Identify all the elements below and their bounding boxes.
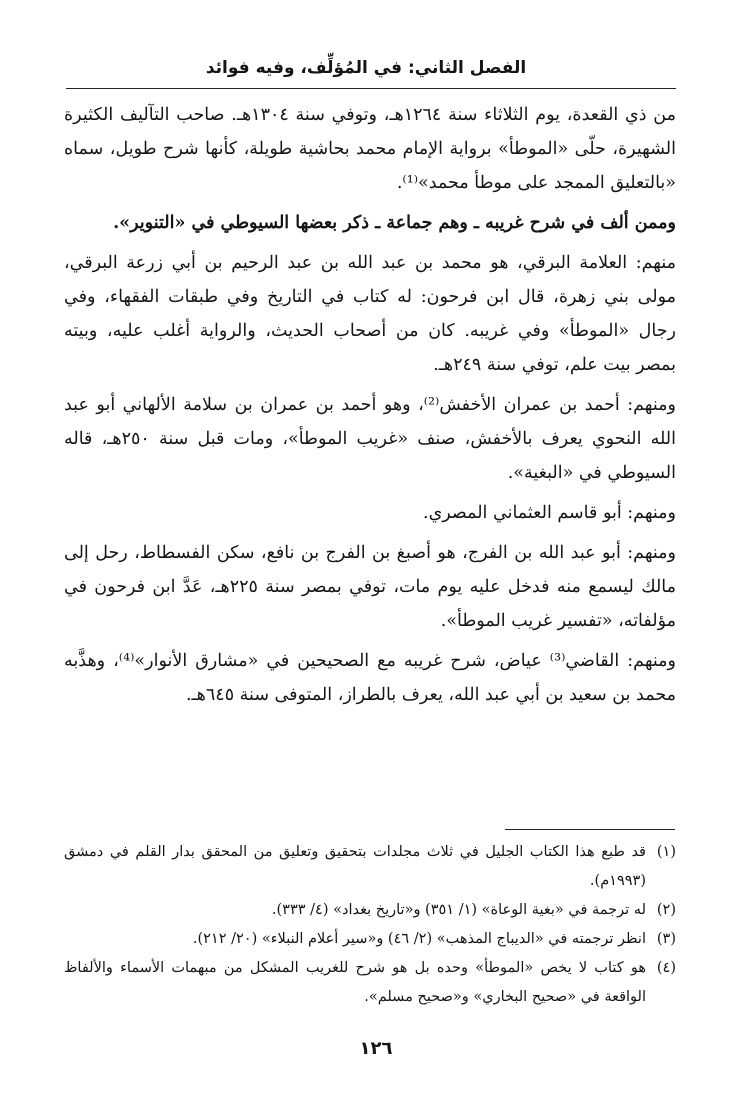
header-divider bbox=[66, 88, 676, 89]
paragraph: منهم: العلامة البرقي، هو محمد بن عبد الله بن عبد الرحيم بن أبي زرعة البرقي، مولى بني زهرة، قال ابن فرحون: له كتاب في التاريخ وفي طبقات الفقهاء، وفي رجال «الموطأ» وفي غريبه. كان من أصحاب الحديث، والرواية أغلب عليه، وبيته بمصر بيت علم، توفي سنة ٢٤٩هـ. bbox=[64, 253, 676, 375]
paragraph: من ذي القعدة، يوم الثلاثاء سنة ١٢٦٤هـ، وتوفي سنة ١٣٠٤هـ. صاحب التآليف الكثيرة الشهيرة، حلّى «الموطأ» برواية الإمام محمد بحاشية طويلة، كأنها شرح طويل، سماه «بالتعليق الممجد على موطأ محمد»⁽¹⁾. bbox=[64, 105, 676, 193]
page-number: ١٢٦ bbox=[359, 1038, 393, 1059]
footnote-divider bbox=[505, 829, 675, 830]
section-heading-paragraph: وممن ألف في شرح غريبه ـ وهم جماعة ـ ذكر بعضها السيوطي في «التنوير». bbox=[113, 213, 676, 233]
footnote bbox=[64, 925, 676, 954]
footnote-number: (٣) bbox=[656, 931, 676, 947]
footnote-text: انظر ترجمته في «الديباج المذهب» (٢/ ٤٦) و«سير أعلام النبلاء» (٢٠/ ٢١٢). bbox=[192, 931, 646, 947]
footnote-number: (٢) bbox=[656, 902, 676, 918]
footnotes bbox=[64, 838, 676, 1012]
footnote-number: (٤) bbox=[656, 960, 676, 976]
footnote-text: قد طبع هذا الكتاب الجليل في ثلاث مجلدات بتحقيق وتعليق من المحقق بدار القلم في دمشق (١٩٩٣م). bbox=[64, 844, 646, 889]
paragraph: ومنهم: أبو قاسم العثماني المصري. bbox=[423, 503, 676, 523]
footnote bbox=[64, 896, 676, 925]
footnote bbox=[64, 954, 676, 1012]
footnote-text: له ترجمة في «بغية الوعاة» (١/ ٣٥١) و«تاريخ بغداد» (٤/ ٣٣٣). bbox=[271, 902, 646, 918]
paragraph: ومنهم: أبو عبد الله بن الفرج، هو أصبغ بن الفرج بن نافع، سكن الفسطاط، رحل إلى مالك ليسمع منه فدخل عليه يوم مات، توفي بمصر سنة ٢٢٥هـ، عَدَّ ابن فرحون في مؤلفاته، «تفسير غريب الموطأ». bbox=[64, 543, 676, 631]
footnote bbox=[64, 838, 676, 896]
paragraph: ومنهم: أحمد بن عمران الأخفش⁽²⁾، وهو أحمد بن عمران بن سلامة الألهاني أبو عبد الله النحوي يعرف بالأخفش، صنف «غريب الموطأ»، ومات قبل سنة ٢٥٠هـ، قاله السيوطي في «البغية». bbox=[64, 395, 676, 483]
footnote-text: هو كتاب لا يخص «الموطأ» وحده بل هو شرح للغريب المشكل من مبهمات الأسماء والألفاظ الواقعة في «صحيح البخاري» و«صحيح مسلم». bbox=[64, 960, 646, 1005]
footnote-number: (١) bbox=[656, 844, 676, 860]
running-header: الفصل الثاني: في المُؤلِّف، وفيه فوائد bbox=[205, 58, 527, 78]
main-text bbox=[64, 98, 676, 718]
paragraph: ومنهم: القاضي⁽³⁾ عياض، شرح غريبه مع الصحيحين في «مشارق الأنوار»⁽⁴⁾، وهذَّبه محمد بن سعيد بن أبي عبد الله، يعرف بالطراز، المتوفى سنة ٦٤٥هـ. bbox=[64, 651, 676, 705]
